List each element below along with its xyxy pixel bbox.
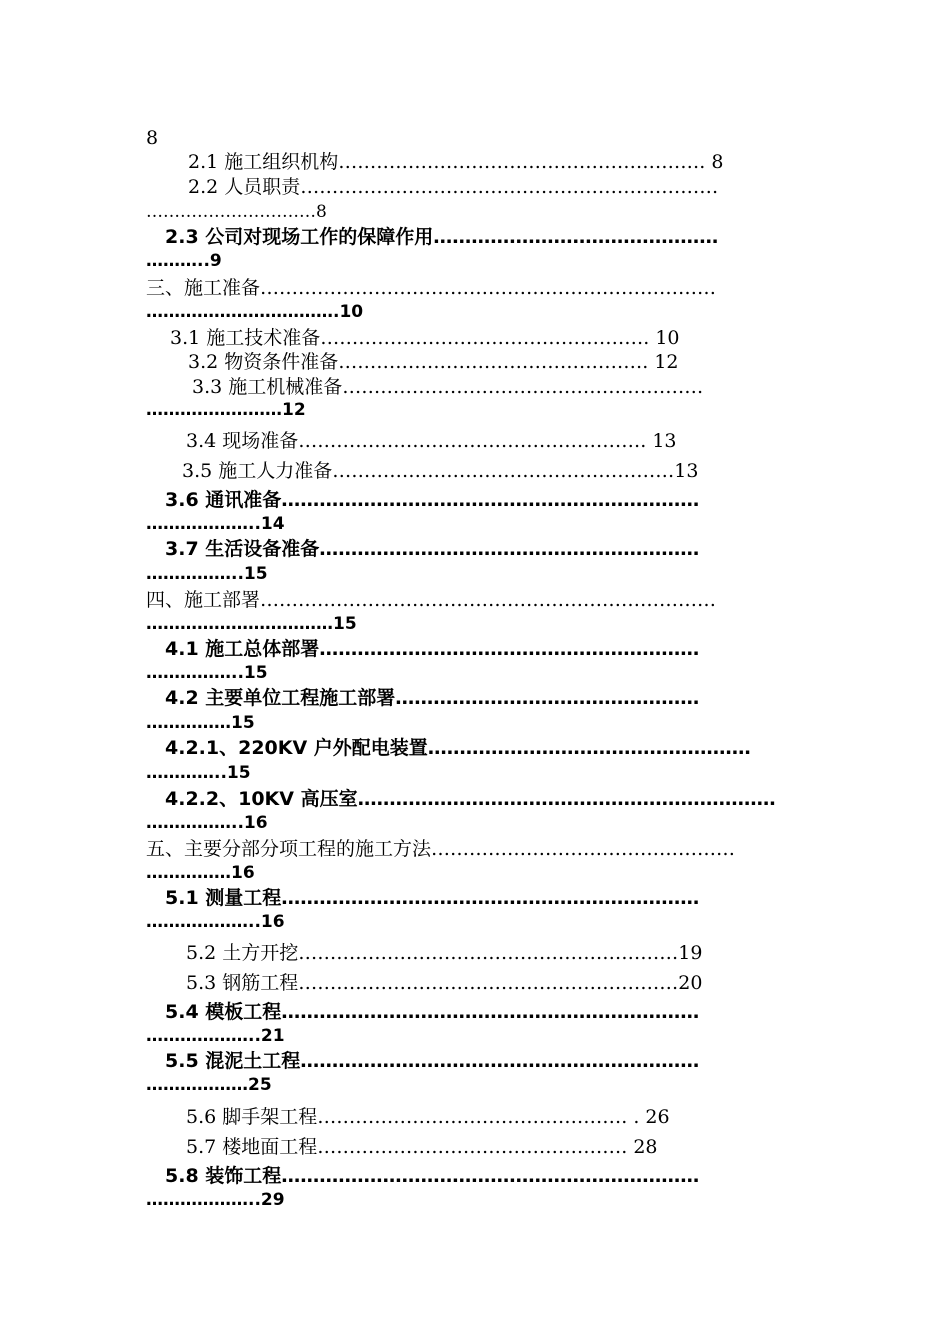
toc-chapter-3-page: …………………………….10: [146, 302, 364, 322]
toc-entry-5-2[interactable]: 5.2 土方开挖……………………………………………………19: [186, 942, 703, 964]
toc-entry-5-5[interactable]: 5.5 混泥土工程………………………………………………………: [165, 1050, 700, 1072]
toc-entry-5-3[interactable]: 5.3 钢筋工程……………………………………………………20: [186, 972, 703, 994]
toc-entry-3-3-page: ……………………12: [146, 400, 306, 420]
toc-entry-5-8-page: ………………..29: [146, 1190, 285, 1210]
toc-entry-2-1[interactable]: 2.1 施工组织机构…………………………………………………. 8: [188, 151, 724, 173]
toc-entry-5-7[interactable]: 5.7 楼地面工程…………………………………………. 28: [186, 1136, 658, 1158]
toc-entry-4-2-1-page: …………..15: [146, 763, 251, 783]
toc-entry-3-6-page: ………………..14: [146, 514, 285, 534]
toc-entry-4-2-1[interactable]: 4.2.1、220KV 户外配电装置……………………………………………: [165, 737, 751, 759]
toc-entry-2-2[interactable]: 2.2 人员职责…………………………………………………………: [188, 176, 719, 198]
toc-entry-5-1-page: ………………..16: [146, 912, 285, 932]
toc-entry-4-2[interactable]: 4.2 主要单位工程施工部署…………………………………………: [165, 687, 700, 709]
toc-entry-4-2-2-page: ……………..16: [146, 813, 268, 833]
toc-chapter-4[interactable]: 四、施工部署………………………………………………………………: [146, 589, 717, 611]
toc-chapter-4-page: ……………………………15: [146, 614, 357, 634]
toc-entry-5-4[interactable]: 5.4 模板工程…………………………………………………………: [165, 1001, 700, 1023]
toc-chapter-5-page: ……………16: [146, 863, 255, 883]
toc-entry-5-8[interactable]: 5.8 装饰工程…………………………………………………………: [165, 1165, 700, 1187]
toc-entry-2-3[interactable]: 2.3 公司对现场工作的保障作用………………………………………: [165, 226, 719, 248]
toc-entry-4-1-page: ……………..15: [146, 663, 268, 683]
toc-chapter-5[interactable]: 五、主要分部分项工程的施工方法…………………………………………: [146, 838, 736, 860]
toc-entry-3-2[interactable]: 3.2 物资条件准备…………………………………………. 12: [188, 351, 679, 373]
toc-chapter-3[interactable]: 三、施工准备………………………………………………………………: [146, 277, 717, 299]
toc-entry-3-3[interactable]: 3.3 施工机械准备…………………………………………………: [192, 376, 704, 398]
toc-entry-2-2-page: …………………………8: [146, 202, 327, 222]
toc-entry-4-2-page: ……………15: [146, 713, 255, 733]
toc-entry-3-5[interactable]: 3.5 施工人力准备………………………………………………13: [182, 460, 699, 482]
toc-entry-3-4[interactable]: 3.4 现场准备………………………………………………. 13: [186, 430, 677, 452]
toc-entry-3-7-page: ……………..15: [146, 564, 268, 584]
toc-entry-2-3-page: ………..9: [146, 251, 222, 271]
toc-entry-5-6[interactable]: 5.6 脚手架工程…………………………………………. . 26: [186, 1106, 670, 1128]
toc-entry-4-1[interactable]: 4.1 施工总体部署……………………………………………………: [165, 638, 700, 660]
toc-entry-3-1[interactable]: 3.1 施工技术准备……………………………………………. 10: [170, 327, 680, 349]
toc-continuation: 8: [146, 127, 159, 149]
toc-entry-4-2-2[interactable]: 4.2.2、10KV 高压室…………………………………………………………: [165, 788, 776, 810]
toc-entry-5-1[interactable]: 5.1 测量工程…………………………………………………………: [165, 887, 700, 909]
toc-entry-3-7[interactable]: 3.7 生活设备准备……………………………………………………: [165, 538, 700, 560]
toc-entry-5-5-page: ………………25: [146, 1075, 272, 1095]
toc-entry-5-4-page: ………………..21: [146, 1026, 285, 1046]
toc-entry-3-6[interactable]: 3.6 通讯准备…………………………………………………………: [165, 489, 700, 511]
